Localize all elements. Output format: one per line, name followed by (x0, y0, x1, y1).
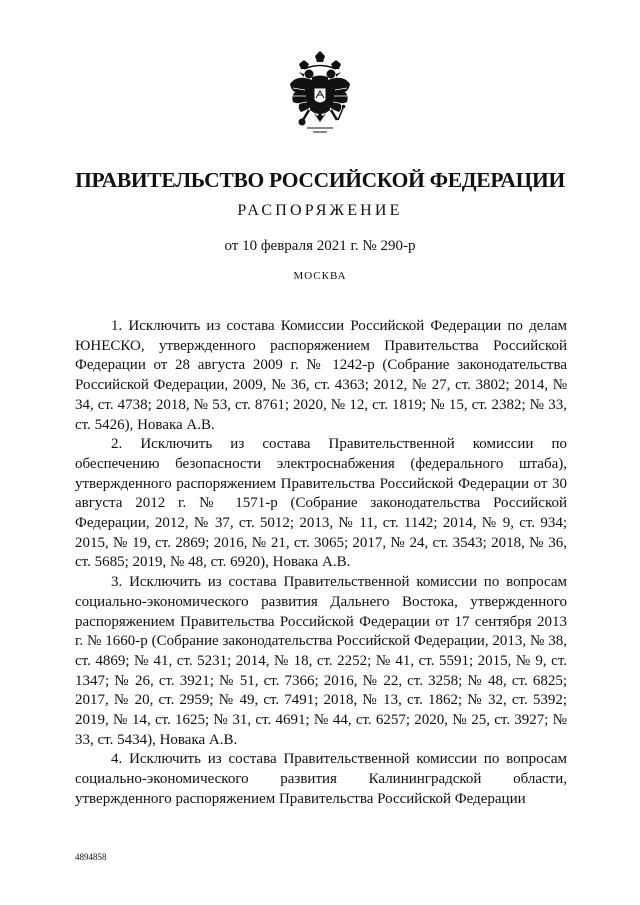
paragraph-1: 1. Исключить из состава Комиссии Российской Федерации по делам ЮНЕСКО, утвержденного распоряжением Правительства Российской Федерации от 28 августа 2009 г. № 1242-р (Собрание законодательства Российской Федерации, 2009, № 36, ст. 4363; 2012, № 27, ст. 3802; 2014, № 34, ст. 4738; 2018, № 53, ст. 8761; 2020, № 12, ст. 1819; № 15, ст. 2382; № 33, ст. 5426), Новака А.В. (75, 318, 567, 433)
document-code: 4894858 (75, 852, 107, 862)
organization-title: ПРАВИТЕЛЬСТВО РОССИЙСКОЙ ФЕДЕРАЦИИ (75, 168, 565, 192)
paragraph-2: 2. Исключить из состава Правительственной комиссии по обеспечению безопасности электроснабжения (федерального штаба), утвержденного распоряжением Правительства Российской Федерации от 30 августа 2012 г. № 1571-р (Собрание законодательства Российской Федерации, 2012, № 37, ст. 5012; 2013, № 11, ст. 1142; 2014, № 9, ст. 934; 2015, № 19, ст. 2869; 2016, № 21, ст. 3065; 2017, № 24, ст. 3543; 2018, № 36, ст. 5685; 2019, № 48, ст. 6920), Новака А.В. (75, 436, 567, 571)
document-date-number: от 10 февраля 2021 г. № 290-р (224, 238, 416, 254)
document-body (75, 317, 567, 810)
document-place: МОСКВА (293, 270, 347, 282)
paragraph-3: 3. Исключить из состава Правительственной комиссии по вопросам социально-экономического развития Дальнего Востока, утвержденного распоряжением Правительства Российской Федерации от 17 сентября 2013 г. № 1660-р (Собрание законодательства Российской Федерации, 2013, № 38, ст. 4869; № 41, ст. 5231; 2014, № 18, ст. 2252; № 41, ст. 5591; 2015, № 9, ст. 1347; № 26, ст. 3921; № 51, ст. 7366; 2016, № 22, ст. 3258; № 48, ст. 6825; 2017, № 20, ст. 2959; № 49, ст. 7491; 2018, № 13, ст. 1862; № 32, ст. 5392; 2019, № 14, ст. 1625; № 31, ст. 4691; № 44, ст. 6257; 2020, № 25, ст. 3927; № 33, ст. 5434), Новака А.В. (75, 574, 567, 748)
document-type: РАСПОРЯЖЕНИЕ (237, 202, 403, 219)
russian-coat-of-arms-icon (285, 50, 355, 140)
paragraph-4: 4. Исключить из состава Правительственной комиссии по вопросам социально-экономического развития Калининградской области, утвержденного распоряжением Правительства Российской Федерации (75, 751, 567, 807)
